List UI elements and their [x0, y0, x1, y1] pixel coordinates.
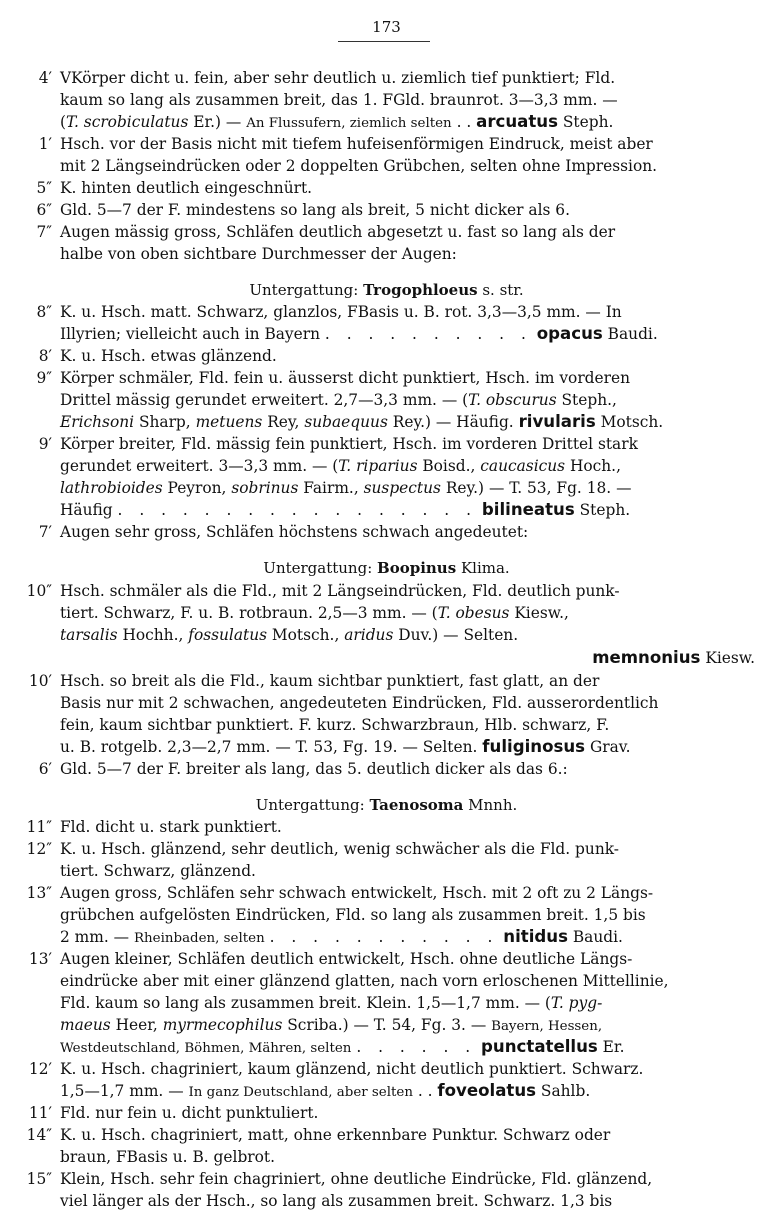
text-span: Motsch., [267, 626, 345, 644]
key-line [0, 926, 773, 948]
line-text [60, 1124, 755, 1146]
key-line [0, 199, 773, 221]
key-line [0, 816, 773, 838]
species-name: rivularis [518, 412, 596, 431]
subgenus-heading [0, 794, 773, 816]
text-span: Basis nur mit 2 schwachen, angedeuteten Eindrücken, Fld. ausserordentlich [60, 694, 659, 712]
line-text [60, 970, 755, 992]
couplet-label: 12″ [26, 840, 52, 858]
synonym-name: suspectus [363, 479, 441, 497]
text-span: An Flussufern, ziemlich selten [246, 116, 452, 131]
line-text [0, 557, 773, 579]
text-span: Drittel mässig gerundet erweitert. 2,7—3,3 mm. — ( [60, 391, 469, 409]
text-span: Trogophloeus [363, 281, 478, 299]
line-text [60, 133, 755, 155]
key-line [0, 838, 773, 860]
line-text [60, 1014, 755, 1038]
key-line [0, 1036, 773, 1058]
species-name: bilineatus [481, 500, 575, 519]
text-span: 1,5—1,7 mm. — [60, 1082, 189, 1100]
text-span: Scriba.) — T. 54, Fg. 3. — [282, 1016, 492, 1034]
key-line [0, 647, 773, 669]
synonym-name: T. obesus [437, 604, 510, 622]
line-text [60, 992, 755, 1014]
key-line [0, 882, 773, 904]
key-line [0, 477, 773, 499]
text-span: K. u. Hsch. glänzend, sehr deutlich, wenig schwächer als die Fld. punk- [60, 840, 619, 858]
synonym-name: tarsalis [60, 626, 118, 644]
line-text [60, 155, 755, 177]
key-line [0, 455, 773, 477]
text-span: Steph., [556, 391, 617, 409]
key-line [0, 714, 773, 736]
synonym-name: metuens [195, 413, 263, 431]
text-span: braun, FBasis u. B. gelbrot. [60, 1148, 275, 1166]
line-text [60, 455, 755, 477]
couplet-label: 6′ [38, 760, 52, 778]
key-line [0, 1102, 773, 1124]
text-span: K. u. Hsch. chagriniert, matt, ohne erkennbare Punktur. Schwarz oder [60, 1126, 611, 1144]
key-line [0, 860, 773, 882]
text-span: fein, kaum sichtbar punktiert. F. kurz. Schwarzbraun, Hlb. schwarz, F. [60, 716, 610, 734]
synonym-name: fossulatus [188, 626, 268, 644]
couplet-label: 7′ [38, 523, 52, 541]
key-line [0, 736, 773, 758]
text-span: Augen kleiner, Schläfen deutlich entwickelt, Hsch. ohne deutliche Längs- [60, 950, 633, 968]
couplet-label: 10″ [26, 582, 52, 600]
text-span: Untergattung: [263, 559, 378, 577]
text-span: . . . . . . . . . . . . . . . . . [117, 501, 477, 519]
line-text [60, 89, 755, 111]
key-line [0, 221, 773, 243]
text-span: Klima. [456, 559, 510, 577]
line-text [60, 926, 755, 950]
line-text [60, 301, 755, 323]
couplet-label: 5″ [36, 179, 52, 197]
couplet-label: 14″ [26, 1126, 52, 1144]
line-text [60, 477, 755, 499]
text-span: Illyrien; vielleicht auch in Bayern [60, 325, 325, 343]
line-text [60, 177, 755, 199]
synonym-name: lathrobioides [60, 479, 163, 497]
text-span: Häufig [60, 501, 118, 519]
text-span: Westdeutschland, Böhmen, Mähren, selten [60, 1041, 352, 1056]
key-line [0, 692, 773, 714]
couplet-label: 11″ [26, 818, 52, 836]
text-span: K. u. Hsch. chagriniert, kaum glänzend, nicht deutlich punktiert. Schwarz. [60, 1060, 644, 1078]
text-span: 2 mm. — [60, 928, 134, 946]
line-text [60, 111, 755, 135]
key-line [0, 133, 773, 155]
synonym-name: T. riparius [338, 457, 418, 475]
key-line [0, 992, 773, 1014]
text-span: Sahlb. [536, 1082, 591, 1100]
text-span: tiert. Schwarz, F. u. B. rotbraun. 2,5—3 mm. — ( [60, 604, 438, 622]
text-span: Duv.) — Selten. [393, 626, 519, 644]
couplet-label: 13′ [28, 950, 52, 968]
couplet-label: 15″ [26, 1170, 52, 1188]
text-span: Er.) — [188, 113, 247, 131]
text-span: Fld. kaum so lang als zusammen breit. Klein. 1,5—1,7 mm. — ( [60, 994, 551, 1012]
text-span: Untergattung: [255, 796, 370, 814]
couplet-label: 12′ [28, 1060, 52, 1078]
text-span: K. u. Hsch. matt. Schwarz, glanzlos, FBasis u. B. rot. 3,3—3,5 mm. — In [60, 303, 622, 321]
couplet-label: 13″ [26, 884, 52, 902]
species-name: fuliginosus [482, 737, 586, 756]
text-span: Augen sehr gross, Schläfen höchstens schwach angedeutet: [60, 523, 529, 541]
species-name: memnonius [592, 648, 701, 667]
key-line [0, 904, 773, 926]
text-span: tiert. Schwarz, glänzend. [60, 862, 256, 880]
key-line [0, 243, 773, 265]
key-line [0, 624, 773, 646]
couplet-label: 9′ [38, 435, 52, 453]
text-span: Gld. 5—7 der F. mindestens so lang als breit, 5 nicht dicker als 6. [60, 201, 570, 219]
line-text [60, 602, 755, 624]
text-span: Motsch. [595, 413, 664, 431]
line-text [60, 367, 755, 389]
synonym-name: T. obscurus [468, 391, 557, 409]
text-span: Heer, [110, 1016, 163, 1034]
key-line [0, 323, 773, 345]
text-span: Er. [597, 1038, 625, 1056]
line-text [60, 521, 755, 543]
text-span: Fairm., [298, 479, 364, 497]
text-span: Peyron, [162, 479, 232, 497]
text-span: K. u. Hsch. etwas glänzend. [60, 347, 277, 365]
subgenus-heading [0, 557, 773, 579]
text-span: Baudi. [602, 325, 658, 343]
line-text [60, 860, 755, 882]
line-text [60, 816, 755, 838]
key-line [0, 1146, 773, 1168]
key-line [0, 1124, 773, 1146]
text-span: . . . . . . . . . . . [269, 928, 499, 946]
text-span: ( [60, 113, 67, 131]
text-span: gerundet erweitert. 3—3,3 mm. — ( [60, 457, 339, 475]
text-span: eindrücke aber mit einer glänzend glatten, nach vorn erloschenen Mittellinie, [60, 972, 669, 990]
line-text [60, 714, 755, 736]
key-line [0, 111, 773, 133]
key-line [0, 1080, 773, 1102]
text-span: Körper schmäler, Fld. fein u. äusserst dicht punktiert, Hsch. im vorderen [60, 369, 631, 387]
key-line [0, 411, 773, 433]
text-span: Baudi. [567, 928, 623, 946]
line-text [60, 1168, 755, 1190]
line-text [60, 692, 755, 714]
text-span: Augen mässig gross, Schläfen deutlich abgesetzt u. fast so lang als der [60, 223, 616, 241]
text-span: Klein, Hsch. sehr fein chagriniert, ohne deutliche Eindrücke, Fld. glänzend, [60, 1170, 653, 1188]
text-span: Hsch. schmäler als die Fld., mit 2 Längseindrücken, Fld. deutlich punk- [60, 582, 620, 600]
text-span: Rey, [262, 413, 305, 431]
text-span: Körper breiter, Fld. mässig fein punktiert, Hsch. im vorderen Drittel stark [60, 435, 638, 453]
line-text [60, 243, 755, 265]
couplet-label: 8′ [38, 347, 52, 365]
key-line [0, 758, 773, 780]
synonym-name: aridus [344, 626, 394, 644]
text-span: Gld. 5—7 der F. breiter als lang, das 5. deutlich dicker als das 6.: [60, 760, 568, 778]
line-text [60, 882, 755, 904]
key-line [0, 948, 773, 970]
line-text [60, 411, 755, 433]
synonym-name: T. pyg- [550, 994, 603, 1012]
text-span: Rey.) — T. 53, Fg. 18. — [440, 479, 632, 497]
line-text [60, 323, 755, 345]
text-span: VKörper dicht u. fein, aber sehr deutlich u. ziemlich tief punktiert; Fld. [60, 69, 616, 87]
text-span: Hoch., [565, 457, 621, 475]
key-line [0, 1190, 773, 1212]
synonym-name: maeus [60, 1016, 111, 1034]
line-text [60, 1080, 755, 1104]
couplet-label: 7″ [36, 223, 52, 241]
couplet-label: 4′ [38, 69, 52, 87]
couplet-label: 9″ [36, 369, 52, 387]
text-span: Kiesw., [509, 604, 569, 622]
text-span: . . [412, 1082, 438, 1100]
line-text [60, 67, 755, 89]
key-line [0, 433, 773, 455]
text-span: mit 2 Längseindrücken oder 2 doppelten Grübchen, selten ohne Impression. [60, 157, 658, 175]
synonym-name: subaequus [304, 413, 388, 431]
text-span: Untergattung: [249, 281, 364, 299]
text-span: . . . . . . [356, 1038, 477, 1056]
couplet-label: 11′ [28, 1104, 52, 1122]
couplet-label: 6″ [36, 201, 52, 219]
line-text [60, 580, 755, 602]
text-span: Hsch. so breit als die Fld., kaum sichtbar punktiert, fast glatt, an der [60, 672, 600, 690]
text-span: Boisd., [417, 457, 481, 475]
text-span: Steph. [558, 113, 614, 131]
text-span: Steph. [574, 501, 631, 519]
line-text [60, 1190, 755, 1212]
line-text [60, 904, 755, 926]
key-line [0, 345, 773, 367]
line-text [60, 758, 755, 780]
line-text [0, 794, 773, 816]
subgenus-heading [0, 279, 773, 301]
synonym-name: sobrinus [231, 479, 299, 497]
key-line [0, 670, 773, 692]
text-span: kaum so lang als zusammen breit, das 1. FGld. braunrot. 3—3,3 mm. — [60, 91, 618, 109]
text-span: Taenosoma [369, 796, 464, 814]
text-span: halbe von oben sichtbare Durchmesser der Augen: [60, 245, 457, 263]
line-text [60, 670, 755, 692]
synonym-name: Erichsoni [60, 413, 135, 431]
text-span: grübchen aufgelösten Eindrücken, Fld. so lang als zusammen breit. 1,5 bis [60, 906, 646, 924]
text-span: s. str. [477, 281, 524, 299]
species-name: punctatellus [481, 1037, 598, 1056]
synonym-name: T. scrobiculatus [66, 113, 189, 131]
key-line [0, 177, 773, 199]
text-span: viel länger als der Hsch., so lang als zusammen breit. Schwarz. 1,3 bis [60, 1192, 613, 1210]
text-span: . . [451, 113, 477, 131]
key-line [0, 1014, 773, 1036]
line-text [60, 838, 755, 860]
couplet-label: 8″ [36, 303, 52, 321]
text-span: Kiesw. [700, 649, 755, 667]
line-text [60, 624, 755, 646]
text-span: Fld. nur fein u. dicht punktuliert. [60, 1104, 319, 1122]
line-text [60, 1102, 755, 1124]
text-span: In ganz Deutschland, aber selten [188, 1085, 413, 1100]
species-name: nitidus [503, 927, 568, 946]
text-span: Mnnh. [463, 796, 518, 814]
couplet-label: 10′ [28, 672, 52, 690]
line-text [60, 345, 755, 367]
page-number-rule [338, 41, 430, 42]
text-span: Hsch. vor der Basis nicht mit tiefem hufeisenförmigen Eindruck, meist aber [60, 135, 653, 153]
line-text [60, 1036, 755, 1060]
key-line [0, 521, 773, 543]
line-text [60, 199, 755, 221]
text-span: K. hinten deutlich eingeschnürt. [60, 179, 313, 197]
page-number: 173 [372, 18, 401, 36]
key-line [0, 602, 773, 624]
synonym-name: myrmecophilus [162, 1016, 283, 1034]
text-span: Sharp, [134, 413, 196, 431]
text-span: Fld. dicht u. stark punktiert. [60, 818, 282, 836]
line-text [60, 1146, 755, 1168]
species-name: foveolatus [437, 1081, 537, 1100]
line-text [60, 221, 755, 243]
text-span: . . . . . . . . . . [324, 325, 532, 343]
key-line [0, 155, 773, 177]
line-text [592, 647, 755, 669]
text-span: Hochh., [117, 626, 189, 644]
line-text [60, 499, 755, 521]
key-line [0, 580, 773, 602]
text-span: Augen gross, Schläfen sehr schwach entwickelt, Hsch. mit 2 oft zu 2 Längs- [60, 884, 654, 902]
line-text [60, 389, 755, 411]
line-text [60, 433, 755, 455]
species-name: arcuatus [476, 112, 558, 131]
key-line [0, 67, 773, 89]
key-line [0, 367, 773, 389]
text-span: Grav. [585, 738, 631, 756]
key-line [0, 499, 773, 521]
key-line [0, 89, 773, 111]
text-span: u. B. rotgelb. 2,3—2,7 mm. — T. 53, Fg. 19. — Selten. [60, 738, 483, 756]
key-line [0, 1058, 773, 1080]
key-line [0, 389, 773, 411]
line-text [0, 279, 773, 301]
text-span: Bayern, Hessen, [491, 1019, 603, 1034]
text-span: Boopinus [377, 559, 457, 577]
text-span: Rheinbaden, selten [133, 931, 265, 946]
line-text [60, 1058, 755, 1080]
key-line [0, 1168, 773, 1190]
key-line [0, 301, 773, 323]
line-text [60, 948, 755, 970]
line-text [60, 736, 755, 758]
text-span: Rey.) — Häufig. [387, 413, 519, 431]
key-line [0, 970, 773, 992]
species-name: opacus [536, 324, 603, 343]
couplet-label: 1′ [38, 135, 52, 153]
synonym-name: caucasicus [480, 457, 566, 475]
